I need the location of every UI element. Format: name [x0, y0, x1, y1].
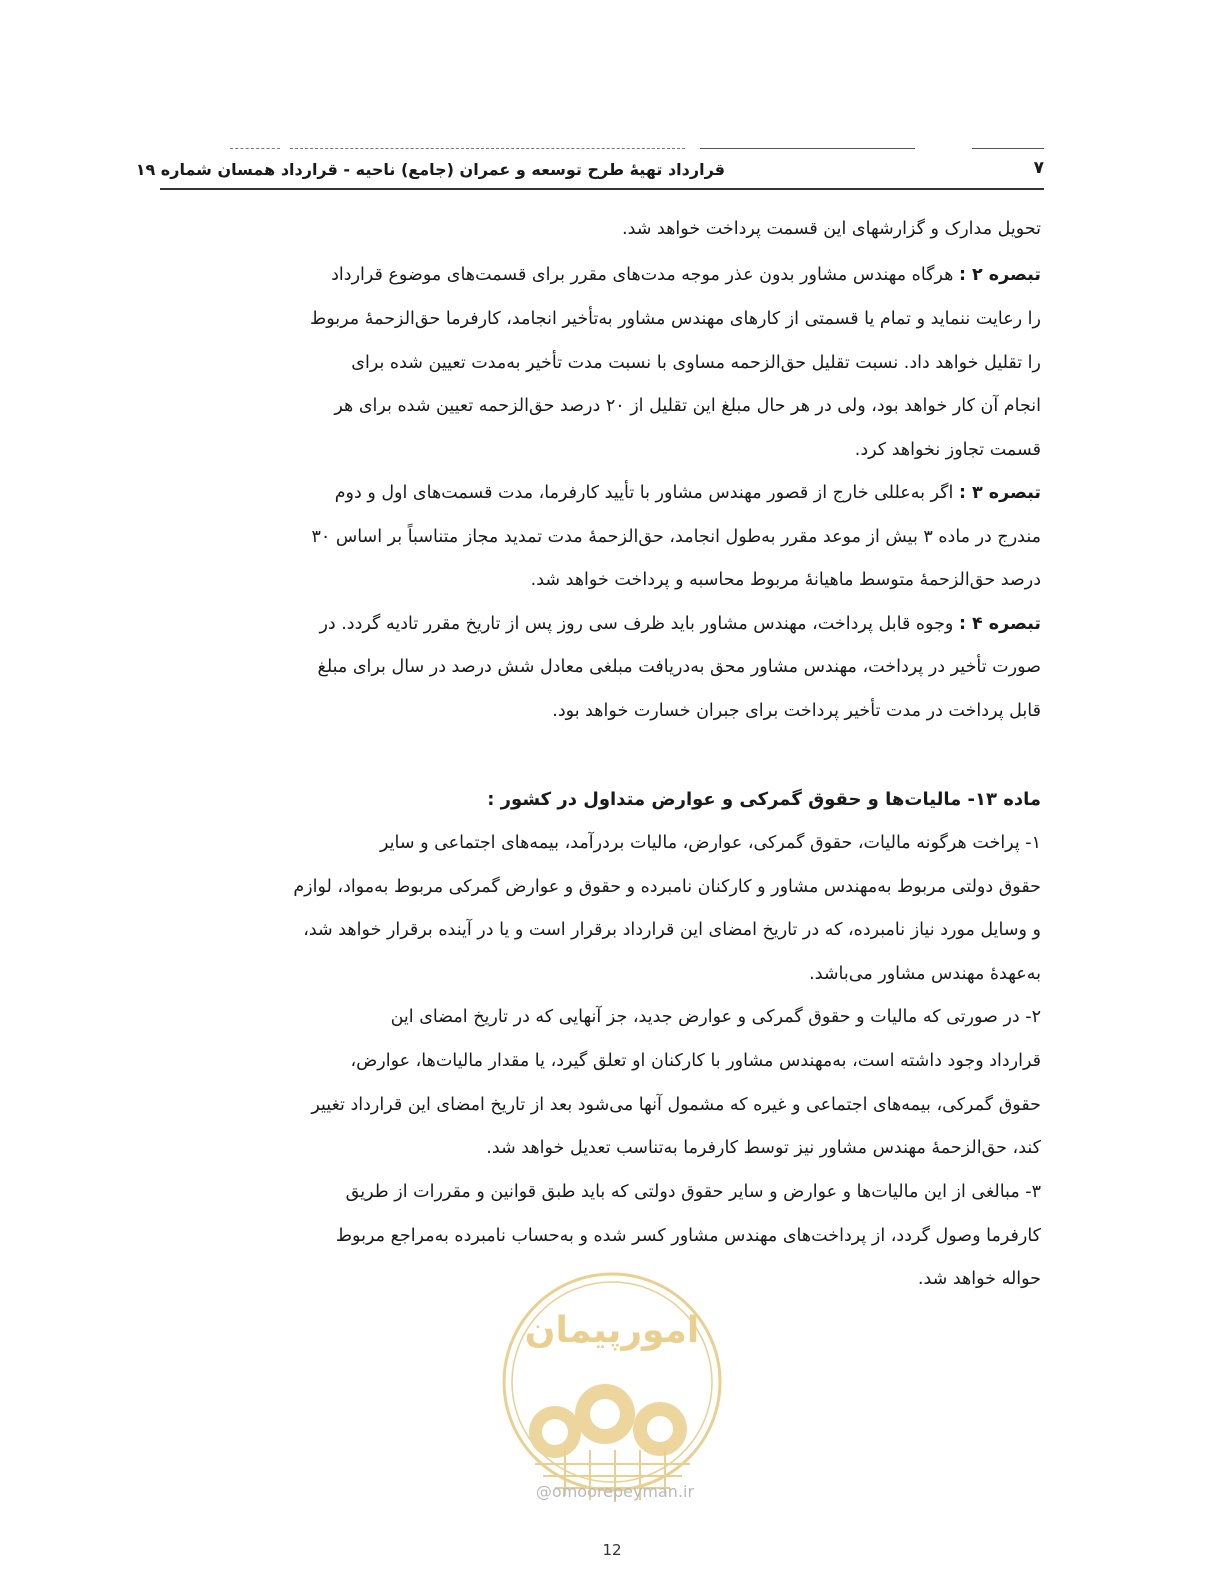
item-3-line-2: کارفرما وصول گردد، از پرداخت‌های مهندس مشاور کسر شده و به‌حساب نامبرده به‌مراجع مربوط [335, 1226, 1041, 1246]
body-line: تحویل مدارک و گزارشهای این قسمت پرداخت خواهد شد. [622, 219, 1041, 239]
header-solid-rule [972, 148, 1044, 149]
footer-page-number: 12 [602, 1541, 622, 1559]
note-3-line-2: مندرج در ماده ۳ بیش از موعد مقرر به‌طول انجامد، حق‌الزحمهٔ مدت تمدید مجاز متناسباً بر اساس ۳۰ [311, 527, 1041, 547]
header-dash-rule [290, 148, 685, 149]
header-dash-rule [230, 148, 280, 149]
item-3-line-3: حواله خواهد شد. [917, 1269, 1041, 1289]
item-1-line-3: و وسایل مورد نیاز نامبرده، که در تاریخ امضای این قرارداد برقرار است و یا در آینده برقرار خواهد شد، [303, 920, 1041, 940]
note-2-label: تبصره ۲ : [958, 265, 1041, 285]
header-solid-rule [700, 148, 915, 149]
watermark-logo [495, 1264, 730, 1514]
note-2-line-4: انجام آن کار خواهد بود، ولی در هر حال مبلغ این تقلیل از ۲۰ درصد حق‌الزحمه تعیین شده برای هر [334, 396, 1041, 416]
item-1-line-4: به‌عهدهٔ مهندس مشاور می‌باشد. [809, 964, 1041, 984]
note-4-line-1: تبصره ۴ : وجوه قابل پرداخت، مهندس مشاور باید ظرف سی روز پس از تاریخ مقرر تادیه گردد. در [319, 614, 1041, 634]
article-13-heading: ماده ۱۳- مالیات‌ها و حقوق گمرکی و عوارض متداول در کشور : [487, 789, 1041, 810]
note-2-line-5: قسمت تجاوز نخواهد کرد. [854, 440, 1041, 460]
note-2-line-1: تبصره ۲ : هرگاه مهندس مشاور بدون عذر موجه مدت‌های مقرر برای قسمت‌های موضوع قرارداد [331, 265, 1041, 285]
watermark-url: @omoorepeyman.ir [535, 1482, 695, 1501]
item-1-line-2: حقوق دولتی مربوط به‌مهندس مشاور و کارکنان نامبرده و حقوق و عوارض گمرکی مربوط به‌مواد، لوازم [293, 877, 1041, 897]
item-2-line-1: ۲- در صورتی که مالیات و حقوق گمرکی و عوارض جدید، جز آنهایی که در تاریخ امضای این [390, 1007, 1041, 1027]
note-3-line-1: تبصره ۳ : اگر به‌عللی خارج از قصور مهندس مشاور با تأیید کارفرما، مدت قسمت‌های اول و دوم [334, 483, 1041, 503]
note-4-line-2: صورت تأخیر در پرداخت، مهندس مشاور محق به‌دریافت مبلغی معادل شش درصد در سال برای مبلغ [317, 657, 1041, 677]
header-divider [160, 188, 1044, 190]
note-2-line-2: را رعایت ننماید و تمام یا قسمتی از کارهای مهندس مشاور به‌تأخیر انجامد، کارفرما حق‌الزحمهٔ مربوط [310, 309, 1041, 329]
note-3-line-3: درصد حق‌الزحمهٔ متوسط ماهیانهٔ مربوط محاسبه و پرداخت خواهد شد. [530, 570, 1041, 590]
item-1-line-1: ۱- پراخت هرگونه مالیات، حقوق گمرکی، عوارض، مالیات بردرآمد، بیمه‌های اجتماعی و سایر [380, 833, 1041, 853]
note-3-label: تبصره ۳ : [958, 483, 1041, 503]
note-4-label: تبصره ۴ : [958, 614, 1041, 634]
running-title: قرارداد تهیهٔ طرح توسعه و عمران (جامع) ناحیه - قرارداد همسان شماره ۱۹ [135, 160, 725, 179]
note-4-line-3: قابل پرداخت در مدت تأخیر پرداخت برای جبران خسارت خواهد بود. [552, 701, 1041, 721]
item-2-line-2: قرارداد وجود داشته است، به‌مهندس مشاور با کارکنان او تعلق گیرد، یا مقدار مالیات‌ها، عوارض، [350, 1051, 1041, 1071]
item-2-line-4: کند، حق‌الزحمهٔ مهندس مشاور نیز توسط کارفرما به‌تناسب تعدیل خواهد شد. [486, 1138, 1041, 1158]
note-2-line-3: را تقلیل خواهد داد. نسبت تقلیل حق‌الزحمه مساوی با نسبت مدت تأخیر به‌مدت تعیین شده برای [351, 353, 1041, 373]
item-2-line-3: حقوق گمرکی، بیمه‌های اجتماعی و غیره که مشمول آنها می‌شود بعد از تاریخ امضای این قرارداد تغییر [311, 1095, 1041, 1115]
header-page-number: ۷ [1033, 158, 1044, 178]
item-3-line-1: ۳- مبالغی از این مالیات‌ها و عوارض و سایر حقوق دولتی که باید طبق قوانین و مقررات از طریق [345, 1182, 1041, 1202]
watermark-logo-text: امورپیمان [524, 1310, 700, 1351]
